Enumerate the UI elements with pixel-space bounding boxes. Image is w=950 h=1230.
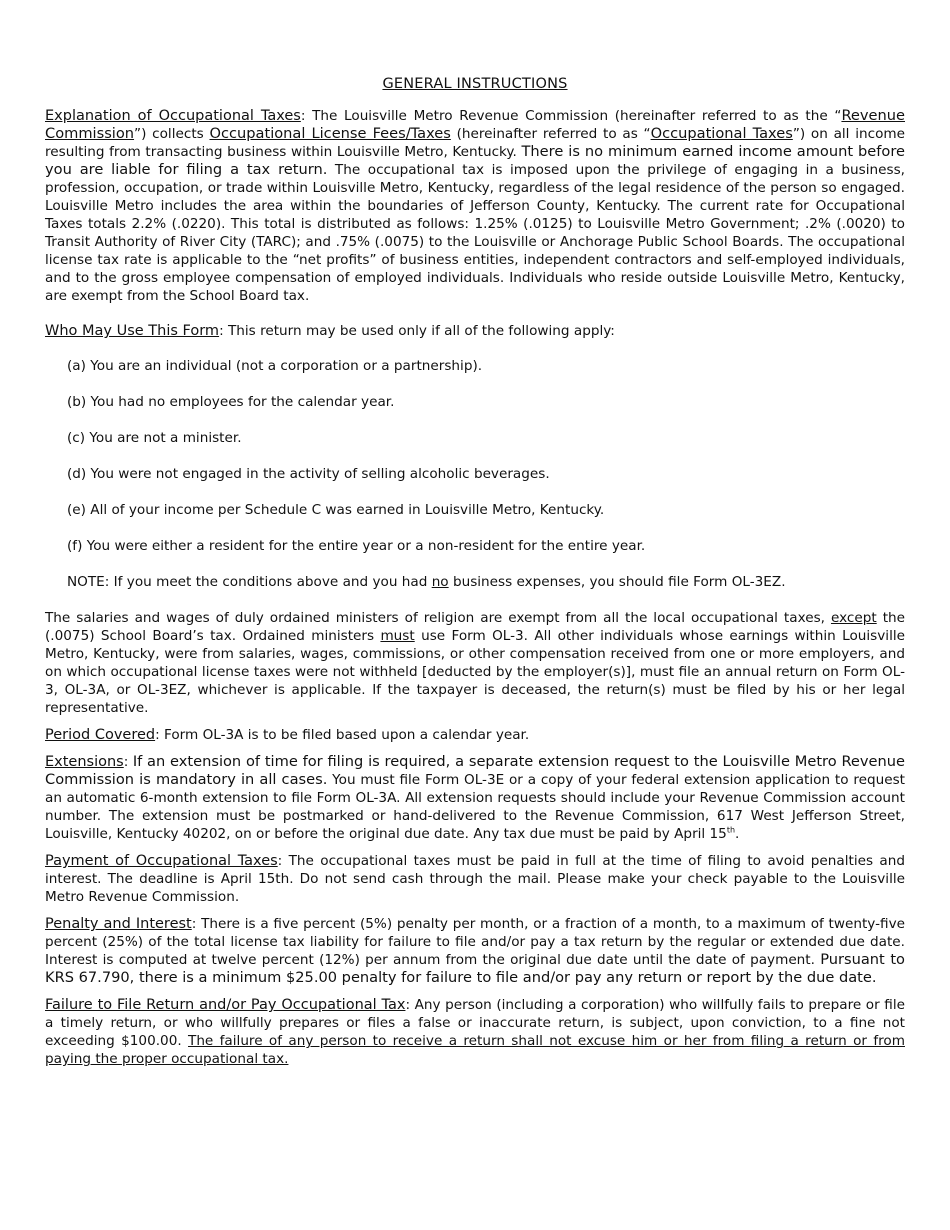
condition-item-b: (b) You had no employees for the calendar year. — [67, 394, 395, 410]
ordinal-suffix: th — [726, 825, 736, 835]
explanation-section: Explanation of Occupational Taxes: The Louisville Metro Revenue Commission (hereinafter referred to as the “Revenue Commission”) collects Occupational License Fees/Taxes (hereinafter referred to as “Occupational Taxes”) on all income resulting from transacting business within Louisville Metro, Kentucky. There is no minimum earned income amount before you are liable for filing a tax return. The occupational tax is imposed upon the privilege of engaging in a business, profession, occupation, or trade within Louisville Metro, Kentucky, regardless of the legal residence of the person so engaged. Louisville Metro includes the area within the boundaries of Jefferson County, Kentucky. The current rate for Occupational Taxes totals 2.2% (.0220). This total is distributed as follows: 1.25% (.0125) to Louisville Metro Government; .2% (.0020) to Transit Authority of River City (TARC); and .75% (.0075) to the Louisville or Anchorage Public School Boards. The occupational license tax rate is applicable to the “net profits” of business entities, independent contractors and self-employed individuals, and to the gross employee compensation of employed individuals. Individuals who reside outside Louisville Metro, Kentucky, are exempt from the School Board tax. — [45, 107, 905, 304]
condition-item-f: (f) You were either a resident for the entire year or a non-resident for the entire year. — [67, 538, 646, 554]
extensions-mandatory: If an extension of time for filing is required, a separate extension request to the Louisville Metro Revenue Commission is mandatory in all cases. — [45, 753, 905, 788]
who-text: This return may be used only if all of the following apply: — [227, 323, 615, 339]
payment-section: Payment of Occupational Taxes: The occupational taxes must be paid in full at the time of filing to avoid penalties and interest. The deadline is April 15th. Do not send cash through the mail. Please make your check payable to the Louisville Metro Revenue Commission. — [45, 853, 906, 905]
penalty-heading: Penalty and Interest — [45, 916, 192, 932]
explanation-heading: Explanation of Occupational Taxes — [45, 108, 301, 124]
instructions-page — [45, 76, 905, 1068]
explanation-text-1: The Louisville Metro Revenue Commission (hereinafter referred to as the “ — [312, 108, 842, 124]
payment-text: The occupational taxes must be paid in full at the time of filing to avoid penalties and interest. The deadline is April 15th. Do not send cash through the mail. Please make your check payable to the Louisville Metro Revenue Commission. — [45, 853, 906, 905]
condition-item-e: (e) All of your income per Schedule C was earned in Louisville Metro, Kentucky. — [67, 502, 605, 518]
failure-text: Any person (including a corporation) who willfully fails to prepare or file a timely return, or who willfully prepares or files a false or inaccurate return, is subject, upon conviction, to a fine not exceeding $100.00. — [45, 997, 905, 1049]
condition-item-a: (a) You are an individual (not a corporation or a partnership). — [67, 358, 483, 374]
occupational-taxes-term: Occupational Taxes — [650, 125, 793, 142]
failure-section: Failure to File Return and/or Pay Occupational Tax: Any person (including a corporation) who willfully fails to prepare or file a timely return, or who willfully prepares or files a false or inaccurate return, is subject, upon conviction, to a fine not exceeding $100.00. The failure of any person to receive a return shall not excuse him or her from filing a return or from paying the proper occupational tax. — [45, 997, 905, 1067]
except-emphasis: except — [830, 610, 877, 626]
page-title: GENERAL INSTRUCTIONS — [382, 76, 568, 92]
note-ol3ez: NOTE: If you meet the conditions above and you had no business expenses, you should file Form OL-3EZ. — [67, 574, 786, 590]
condition-item-d: (d) You were not engaged in the activity of selling alcoholic beverages. — [67, 466, 550, 482]
must-emphasis: must — [380, 628, 415, 644]
period-heading: Period Covered — [45, 727, 156, 743]
extensions-section: Extensions: If an extension of time for filing is required, a separate extension request to the Louisville Metro Revenue Commission is mandatory in all cases. You must file Form OL-3E or a copy of your federal extension application to request an automatic 6-month extension to file Form OL-3A. All extension requests should include your Revenue Commission account number. The extension must be postmarked or hand-delivered to the Revenue Commission, 617 West Jefferson Street, Louisville, Kentucky 40202, on or before the original due date. Any tax due must be paid by April 15th. — [45, 753, 905, 842]
explanation-text-6: The occupational tax is imposed upon the privilege of engaging in a business, profession, occupation, or trade within Louisville Metro, Kentucky, regardless of the legal residence of the person so engaged. Louisville Metro includes the area within the boundaries of Jefferson County, Kentucky. The current rate for Occupational Taxes totals 2.2% (.0220). This total is distributed as follows: 1.25% (.0125) to Louisville Metro Government; .2% (.0020) to Transit Authority of River City (TARC); and .75% (.0075) to the Louisville or Anchorage Public School Boards. The occupational license tax rate is applicable to the “net profits” of business entities, independent contractors and self-employed individuals, and to the gross employee compensation of employed individuals. Individuals who reside outside Louisville Metro, Kentucky, are exempt from the School Board tax. — [45, 162, 905, 304]
who-heading: Who May Use This Form — [45, 323, 220, 339]
condition-item-c: (c) You are not a minister. — [67, 430, 242, 446]
period-section: Period Covered: Form OL-3A is to be filed based upon a calendar year. — [45, 727, 530, 743]
revenue-commission-term: Revenue Commission — [45, 107, 905, 142]
payment-heading: Payment of Occupational Taxes — [45, 853, 278, 869]
explanation-text-4: ”) on all income resulting from transacting business within Louisville Metro, Kentucky. — [45, 126, 905, 160]
period-text: Form OL-3A is to be filed based upon a calendar year. — [164, 727, 530, 743]
who-may-use-section: Who May Use This Form: This return may be used only if all of the following apply: — [45, 323, 615, 339]
explanation-text-3: (hereinafter referred to as “ — [450, 126, 651, 142]
minimum-penalty-statement: Pursuant to KRS 67.790, there is a minimum $25.00 penalty for failure to file and/or pay any return or report by the due date. — [45, 951, 905, 986]
note-no-emphasis: no — [431, 574, 449, 590]
occupational-license-term: Occupational License Fees/Taxes — [209, 125, 451, 142]
ministers-paragraph: The salaries and wages of duly ordained ministers of religion are exempt from all the local occupational taxes, except the (.0075) School Board’s tax. Ordained ministers must use Form OL-3. All other individuals whose earnings within Louisville Metro, Kentucky, were from salaries, wages, commissions, or other compensation received from one or more employers, and on which occupational license taxes were not withheld [deducted by the employer(s)], must file an annual return on Form OL-3, OL-3A, or OL-3EZ, whichever is applicable. If the taxpayer is deceased, the return(s) must be filed by his or her legal representative. — [45, 610, 905, 716]
penalty-text: There is a five percent (5%) penalty per month, or a fraction of a month, to a maximum of twenty-five percent (25%) of the total license tax liability for failure to file and/or pay a tax return by the regular or extended due date. Interest is computed at twelve percent (12%) per annum from the original due date until the date of payment. — [45, 916, 905, 968]
failure-underlined-text: The failure of any person to receive a return shall not excuse him or her from filing a return or from paying the proper occupational tax. — [45, 1033, 905, 1067]
extensions-text: You must file Form OL-3E or a copy of your federal extension application to request an automatic 6-month extension to file Form OL-3A. All extension requests should include your Revenue Commission account number. The extension must be postmarked or hand-delivered to the Revenue Commission, 617 West Jefferson Street, Louisville, Kentucky 40202, on or before the original due date. Any tax due must be paid by April 15 — [45, 772, 905, 842]
penalty-section: Penalty and Interest: There is a five percent (5%) penalty per month, or a fraction of a month, to a maximum of twenty-five percent (25%) of the total license tax liability for failure to file and/or pay a tax return by the regular or extended due date. Interest is computed at twelve percent (12%) per annum from the original due date until the date of payment. Pursuant to KRS 67.790, there is a minimum $25.00 penalty for failure to file and/or pay any return or report by the due date. — [45, 916, 905, 986]
failure-heading: Failure to File Return and/or Pay Occupational Tax — [45, 997, 406, 1013]
explanation-text-2: ”) collects — [134, 126, 210, 142]
minimum-income-statement: There is no minimum earned income amount before you are liable for filing a tax return. — [45, 143, 905, 178]
extensions-heading: Extensions — [45, 754, 124, 770]
